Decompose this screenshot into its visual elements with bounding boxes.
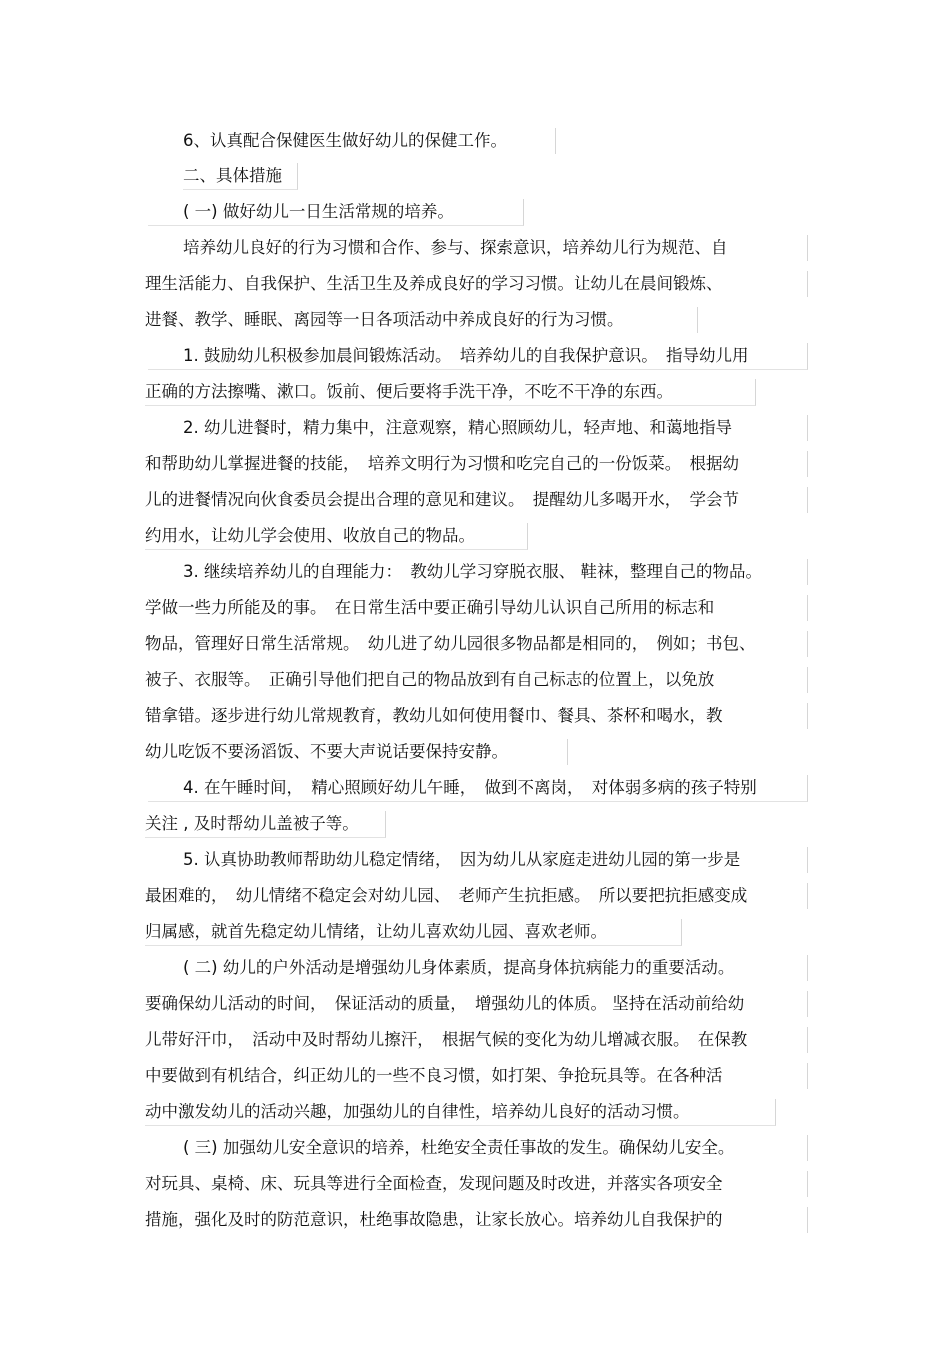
text-line: 学做一些力所能及的事。 在日常生活中要正确引导幼儿认识自己所用的标志和 <box>145 595 808 621</box>
text-line: 6、认真配合保健医生做好幼儿的保健工作。 <box>183 128 556 154</box>
text-line: 措施，强化及时的防范意识，杜绝事故隐患，让家长放心。培养幼儿自我保护的 <box>145 1207 808 1233</box>
text-line: 被子、衣服等。 正确引导他们把自己的物品放到有自己标志的位置上，以免放 <box>145 667 808 693</box>
text-line: 要确保幼儿活动的时间， 保证活动的质量， 增强幼儿的体质。 坚持在活动前给幼 <box>145 991 808 1017</box>
text-line: 2. 幼儿进餐时，精力集中，注意观察，精心照顾幼儿，轻声地、和蔼地指导 <box>183 415 808 441</box>
text-line: 归属感，就首先稳定幼儿情绪，让幼儿喜欢幼儿园、喜欢老师。 <box>145 919 682 946</box>
text-line: 约用水，让幼儿学会使用、收放自己的物品。 <box>145 523 528 550</box>
text-line: 儿带好汗巾， 活动中及时帮幼儿擦汗， 根据气候的变化为幼儿增减衣服。 在保教 <box>145 1027 808 1053</box>
text-line: 幼儿吃饭不要汤滔饭、不要大声说话要保持安静。 <box>145 739 568 765</box>
text-line: 关注 , 及时帮幼儿盖被子等。 <box>145 811 386 838</box>
subsection-heading: ( 三) 加强幼儿安全意识的培养，杜绝安全责任事故的发生。确保幼儿安全。 <box>183 1135 808 1161</box>
text-line: 物品，管理好日常生活常规。 幼儿进了幼儿园很多物品都是相同的， 例如；书包、 <box>145 631 808 657</box>
text-line: 动中激发幼儿的活动兴趣，加强幼儿的自律性，培养幼儿良好的活动习惯。 <box>145 1099 776 1126</box>
subsection-heading: ( 二) 幼儿的户外活动是增强幼儿身体素质，提高身体抗病能力的重要活动。 <box>183 955 808 981</box>
text-line: 培养幼儿良好的行为习惯和合作、参与、探索意识，培养幼儿行为规范、自 <box>183 235 808 261</box>
text-line: 正确的方法擦嘴、漱口。饭前、便后要将手洗干净，不吃不干净的东西。 <box>145 379 756 406</box>
text-line: 进餐、教学、睡眠、离园等一日各项活动中养成良好的行为习惯。 <box>145 307 698 333</box>
text-line: 最困难的， 幼儿情绪不稳定会对幼儿园、 老师产生抗拒感。 所以要把抗拒感变成 <box>145 883 808 909</box>
text-line: 对玩具、桌椅、床、玩具等进行全面检查，发现问题及时改进，并落实各项安全 <box>145 1171 808 1197</box>
text-line: 理生活能力、自我保护、生活卫生及养成良好的学习习惯。让幼儿在晨间锻炼、 <box>145 271 808 297</box>
subsection-heading: ( 一) 做好幼儿一日生活常规的培养。 <box>148 199 524 226</box>
text-line: 1. 鼓励幼儿积极参加晨间锻炼活动。 培养幼儿的自我保护意识。 指导幼儿用 <box>148 343 808 370</box>
text-line: 和帮助幼儿掌握进餐的技能， 培养文明行为习惯和吃完自己的一份饭菜。 根据幼 <box>145 451 808 477</box>
text-line: 错拿错。逐步进行幼儿常规教育，教幼儿如何使用餐巾、餐具、茶杯和喝水，教 <box>145 703 808 729</box>
text-line: 4. 在午睡时间， 精心照顾好幼儿午睡， 做到不离岗， 对体弱多病的孩子特别 <box>148 775 808 802</box>
text-line: 儿的进餐情况向伙食委员会提出合理的意见和建议。 提醒幼儿多喝开水， 学会节 <box>145 487 808 513</box>
section-heading: 二、具体措施 <box>183 163 298 190</box>
text-line: 中要做到有机结合，纠正幼儿的一些不良习惯，如打架、争抢玩具等。在各种活 <box>145 1063 808 1089</box>
text-line: 5. 认真协助教师帮助幼儿稳定情绪， 因为幼儿从家庭走进幼儿园的第一步是 <box>183 847 808 873</box>
text-line: 3. 继续培养幼儿的自理能力： 教幼儿学习穿脱衣服、 鞋袜，整理自己的物品。 <box>183 559 808 585</box>
